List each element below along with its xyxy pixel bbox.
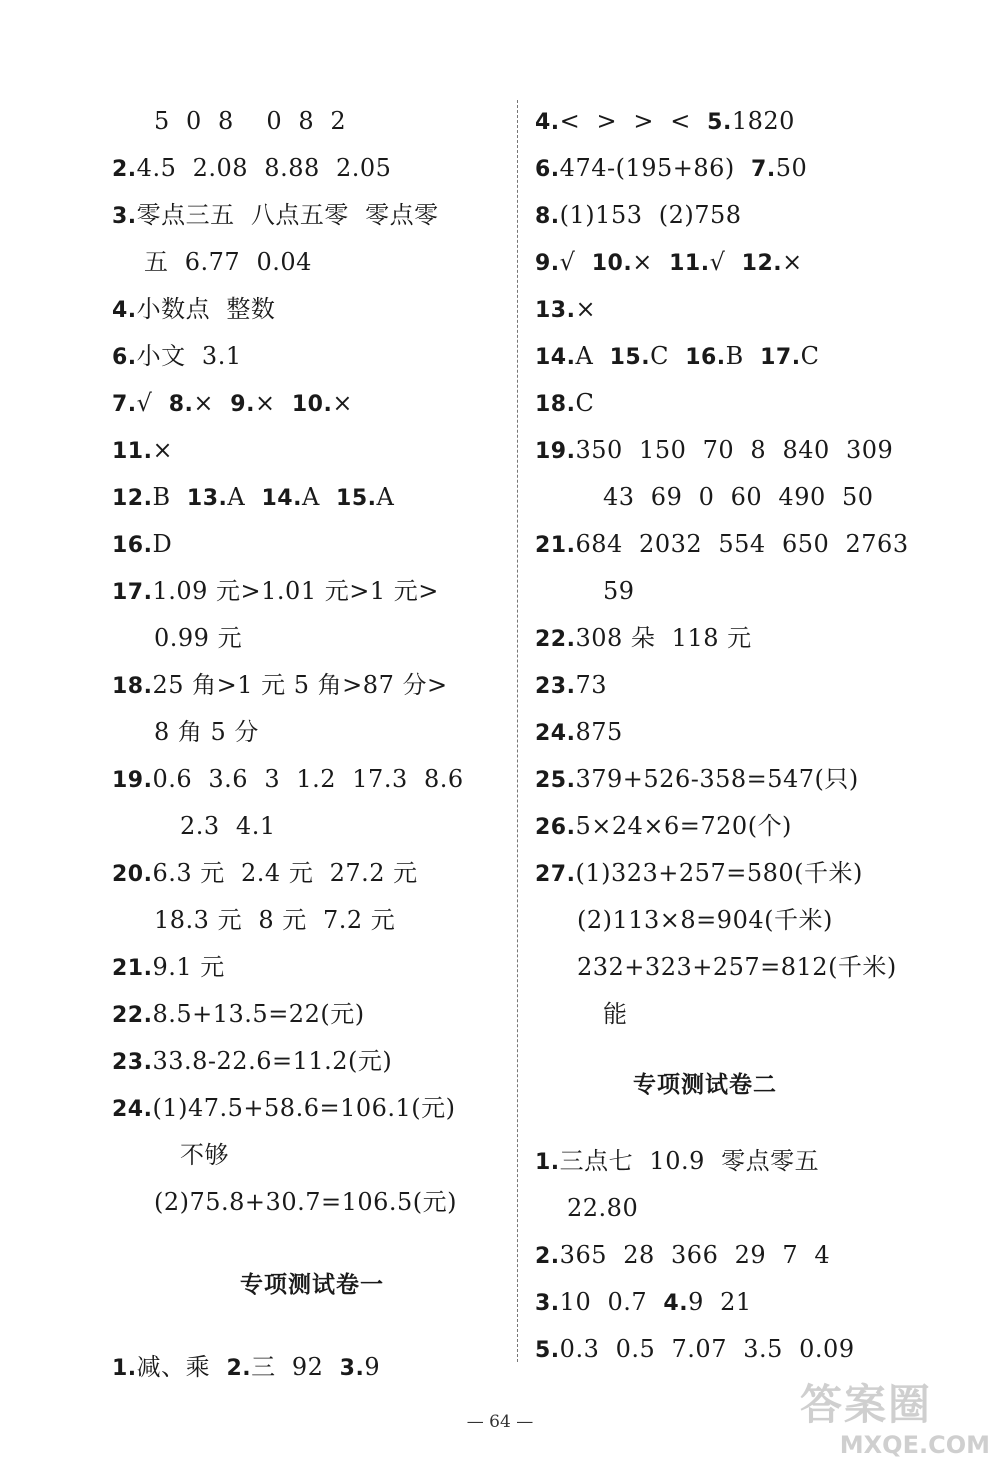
- answer-line: [535, 98, 935, 145]
- right-section-heading: 专项测试卷二: [633, 1072, 777, 1098]
- answer-text: 4.5 2.08 8.88 2.05: [136, 154, 392, 182]
- question-number: 24.: [535, 721, 576, 746]
- answer-line: [112, 380, 512, 427]
- answer-text: 1820: [731, 107, 795, 135]
- answer-line: [112, 944, 512, 991]
- answer-text: 9 21: [688, 1288, 752, 1316]
- answer-line: [535, 944, 935, 991]
- answer-text: B: [152, 483, 187, 511]
- question-number: 14.: [535, 345, 576, 370]
- question-number: 23.: [112, 1050, 153, 1075]
- question-number: 6.: [535, 157, 560, 182]
- left-column: [112, 98, 512, 1391]
- answer-text: D: [152, 530, 173, 558]
- question-number: 11.: [112, 439, 153, 464]
- answer-text: 6.3 元 2.4 元 27.2 元: [152, 859, 418, 887]
- column-divider: [517, 100, 518, 1362]
- answer-line: [112, 803, 512, 850]
- question-number: 4.: [535, 110, 560, 135]
- answer-line: [112, 662, 512, 709]
- answer-line: [535, 803, 935, 850]
- answer-line: [112, 1132, 512, 1179]
- answer-text: 59: [603, 577, 635, 605]
- answer-text: 能: [603, 1000, 628, 1028]
- question-number: 7.: [112, 392, 137, 417]
- answer-text: 350 150 70 8 840 309: [575, 436, 894, 464]
- question-number: 14.: [261, 486, 302, 511]
- question-number: 27.: [535, 862, 576, 887]
- answer-text: 0.99 元: [154, 624, 243, 652]
- question-number: 3.: [112, 204, 137, 229]
- answer-text: B: [725, 342, 761, 370]
- answer-text: 9.1 元: [152, 953, 225, 981]
- question-number: 5.: [707, 110, 732, 135]
- answer-line: [112, 850, 512, 897]
- answer-text: ×: [193, 389, 231, 417]
- answer-text: ×: [152, 436, 174, 464]
- answer-line: [535, 850, 935, 897]
- answer-text: 三点七 10.9 零点零五: [559, 1147, 820, 1175]
- answer-text: 小数点 整数: [136, 295, 276, 323]
- question-number: 10.: [591, 251, 633, 276]
- question-number: 2.: [112, 157, 137, 182]
- answer-line: [112, 1085, 512, 1132]
- question-number: 12.: [112, 486, 153, 511]
- answer-line: [535, 1279, 935, 1326]
- watermark: [800, 1380, 990, 1466]
- answer-text: 五 6.77 0.04: [144, 248, 312, 276]
- answer-text: 8 角 5 分: [154, 718, 259, 746]
- answer-line: [535, 145, 935, 192]
- answer-text: 25 角>1 元 5 角>87 分>: [152, 671, 448, 699]
- answer-text: 5×24×6=720(个): [575, 812, 792, 840]
- question-number: 23.: [535, 674, 576, 699]
- answer-line: [112, 145, 512, 192]
- answer-text: 1.09 元>1.01 元>1 元>: [152, 577, 439, 605]
- answer-line: [535, 521, 935, 568]
- question-number: 9.: [230, 392, 255, 417]
- question-number: 22.: [535, 627, 576, 652]
- answer-text: A: [575, 342, 610, 370]
- answer-line: [535, 1326, 935, 1373]
- answer-line: [112, 897, 512, 944]
- question-number: 3.: [535, 1291, 560, 1316]
- question-number: 18.: [112, 674, 153, 699]
- question-number: 16.: [112, 533, 153, 558]
- answer-text: A: [301, 483, 337, 511]
- answer-line: [535, 427, 935, 474]
- answer-line: [535, 192, 935, 239]
- answer-line: [112, 98, 512, 145]
- answer-text: 0.3 0.5 7.07 3.5 0.09: [559, 1335, 855, 1363]
- right-after-heading-list: [535, 1138, 935, 1373]
- answer-text: 18.3 元 8 元 7.2 元: [154, 906, 396, 934]
- answer-text: ×: [782, 248, 803, 276]
- question-number: 15.: [609, 345, 651, 370]
- answer-text: 8.5+13.5=22(元): [152, 1000, 365, 1028]
- answer-text: 9: [364, 1353, 381, 1381]
- answer-text: ×: [332, 389, 353, 417]
- answer-text: 小文 3.1: [136, 342, 242, 370]
- question-number: 22.: [112, 1003, 153, 1028]
- answer-line: [535, 1185, 935, 1232]
- question-number: 1.: [535, 1150, 560, 1175]
- question-number: 5.: [535, 1338, 560, 1363]
- question-number: 20.: [112, 862, 153, 887]
- question-number: 10.: [291, 392, 333, 417]
- answer-text: C: [800, 342, 820, 370]
- answer-text: √: [559, 248, 592, 276]
- answer-line: [535, 991, 935, 1038]
- left-answer-list: [112, 98, 512, 1226]
- answer-line: [535, 239, 935, 286]
- question-number: 2.: [226, 1356, 252, 1381]
- question-number: 2.: [535, 1244, 560, 1269]
- answer-line: [535, 380, 935, 427]
- answer-text: √: [136, 389, 169, 417]
- answer-text: 零点三五 八点五零 零点零: [136, 201, 439, 229]
- answer-line: [535, 474, 935, 521]
- answer-line: [112, 1038, 512, 1085]
- answer-line: [112, 991, 512, 1038]
- answer-text: 875: [575, 718, 623, 746]
- answer-line: [535, 568, 935, 615]
- answer-text: 308 朵 118 元: [575, 624, 752, 652]
- left-after-heading-list: [112, 1344, 512, 1391]
- answer-text: 2.3 4.1: [180, 812, 276, 840]
- answer-line: [112, 192, 512, 239]
- answer-text: C: [650, 342, 686, 370]
- answer-line: [112, 521, 512, 568]
- question-number: 21.: [112, 956, 153, 981]
- answer-line: [535, 1138, 935, 1185]
- answer-line: [112, 1344, 512, 1391]
- watermark-url: MXQE.COM: [839, 1431, 990, 1459]
- question-number: 8.: [535, 204, 560, 229]
- answer-text: (2)75.8+30.7=106.5(元): [154, 1188, 458, 1216]
- answer-text: 365 28 366 29 7 4: [559, 1241, 831, 1269]
- answer-text: 三 92: [251, 1353, 340, 1381]
- question-number: 13.: [535, 298, 576, 323]
- question-number: 6.: [112, 345, 137, 370]
- answer-line: [535, 662, 935, 709]
- answer-text: √: [709, 248, 742, 276]
- answer-text: 22.80: [567, 1194, 639, 1222]
- answer-line: [535, 615, 935, 662]
- answer-text: 684 2032 554 650 2763: [575, 530, 909, 558]
- answer-text: C: [575, 389, 595, 417]
- answer-text: (1)153 (2)758: [559, 201, 742, 229]
- question-number: 1.: [112, 1356, 137, 1381]
- answer-text: (1)47.5+58.6=106.1(元): [152, 1094, 456, 1122]
- right-column: [535, 98, 935, 1373]
- answer-text: ×: [254, 389, 292, 417]
- question-number: 9.: [535, 251, 560, 276]
- question-number: 4.: [112, 298, 137, 323]
- answer-line: [535, 897, 935, 944]
- question-number: 18.: [535, 392, 576, 417]
- answer-line: [112, 615, 512, 662]
- answer-line: [112, 709, 512, 756]
- answer-line: [112, 568, 512, 615]
- answer-text: 43 69 0 60 490 50: [603, 483, 874, 511]
- question-number: 19.: [535, 439, 576, 464]
- answer-line: [112, 239, 512, 286]
- answer-text: ×: [575, 295, 597, 323]
- answer-text: ×: [632, 248, 670, 276]
- answer-text: 减、乘: [136, 1353, 227, 1381]
- question-number: 26.: [535, 815, 576, 840]
- answer-text: < > > <: [559, 107, 708, 135]
- question-number: 21.: [535, 533, 576, 558]
- answer-line: [112, 1179, 512, 1226]
- question-number: 13.: [186, 486, 228, 511]
- answer-text: 73: [575, 671, 608, 699]
- answer-text: A: [376, 483, 395, 511]
- question-number: 12.: [741, 251, 783, 276]
- answer-line: [112, 756, 512, 803]
- answer-text: 10 0.7: [559, 1288, 664, 1316]
- watermark-logo: 答案圈: [800, 1380, 933, 1429]
- answer-text: 5 0 8 0 8 2: [154, 107, 347, 135]
- page-number: — 64 —: [466, 1412, 534, 1432]
- question-number: 19.: [112, 768, 153, 793]
- answer-text: (2)113×8=904(千米): [577, 906, 833, 934]
- question-number: 15.: [336, 486, 377, 511]
- right-answer-list: [535, 98, 935, 1038]
- question-number: 17.: [760, 345, 801, 370]
- answer-text: 不够: [180, 1141, 229, 1169]
- answer-line: [112, 333, 512, 380]
- answer-line: [535, 709, 935, 756]
- answer-text: 474-(195+86): [559, 154, 752, 182]
- question-number: 4.: [663, 1291, 689, 1316]
- answer-line: [535, 756, 935, 803]
- answer-text: 379+526-358=547(只): [575, 765, 859, 793]
- answer-text: 232+323+257=812(千米): [577, 953, 897, 981]
- answer-line: [535, 1232, 935, 1279]
- answer-line: [535, 333, 935, 380]
- question-number: 25.: [535, 768, 576, 793]
- answer-text: 33.8-22.6=11.2(元): [152, 1047, 393, 1075]
- answer-text: 50: [775, 154, 808, 182]
- question-number: 16.: [685, 345, 726, 370]
- question-number: 17.: [112, 580, 153, 605]
- answer-line: [112, 286, 512, 333]
- left-section-heading: 专项测试卷一: [240, 1272, 384, 1298]
- question-number: 11.: [669, 251, 710, 276]
- answer-line: [112, 474, 512, 521]
- question-number: 24.: [112, 1097, 153, 1122]
- answer-line: [535, 286, 935, 333]
- question-number: 7.: [751, 157, 776, 182]
- answer-text: A: [227, 483, 262, 511]
- answer-text: (1)323+257=580(千米): [575, 859, 863, 887]
- answer-line: [112, 427, 512, 474]
- answer-text: 0.6 3.6 3 1.2 17.3 8.6: [152, 765, 464, 793]
- question-number: 3.: [339, 1356, 365, 1381]
- question-number: 8.: [168, 392, 194, 417]
